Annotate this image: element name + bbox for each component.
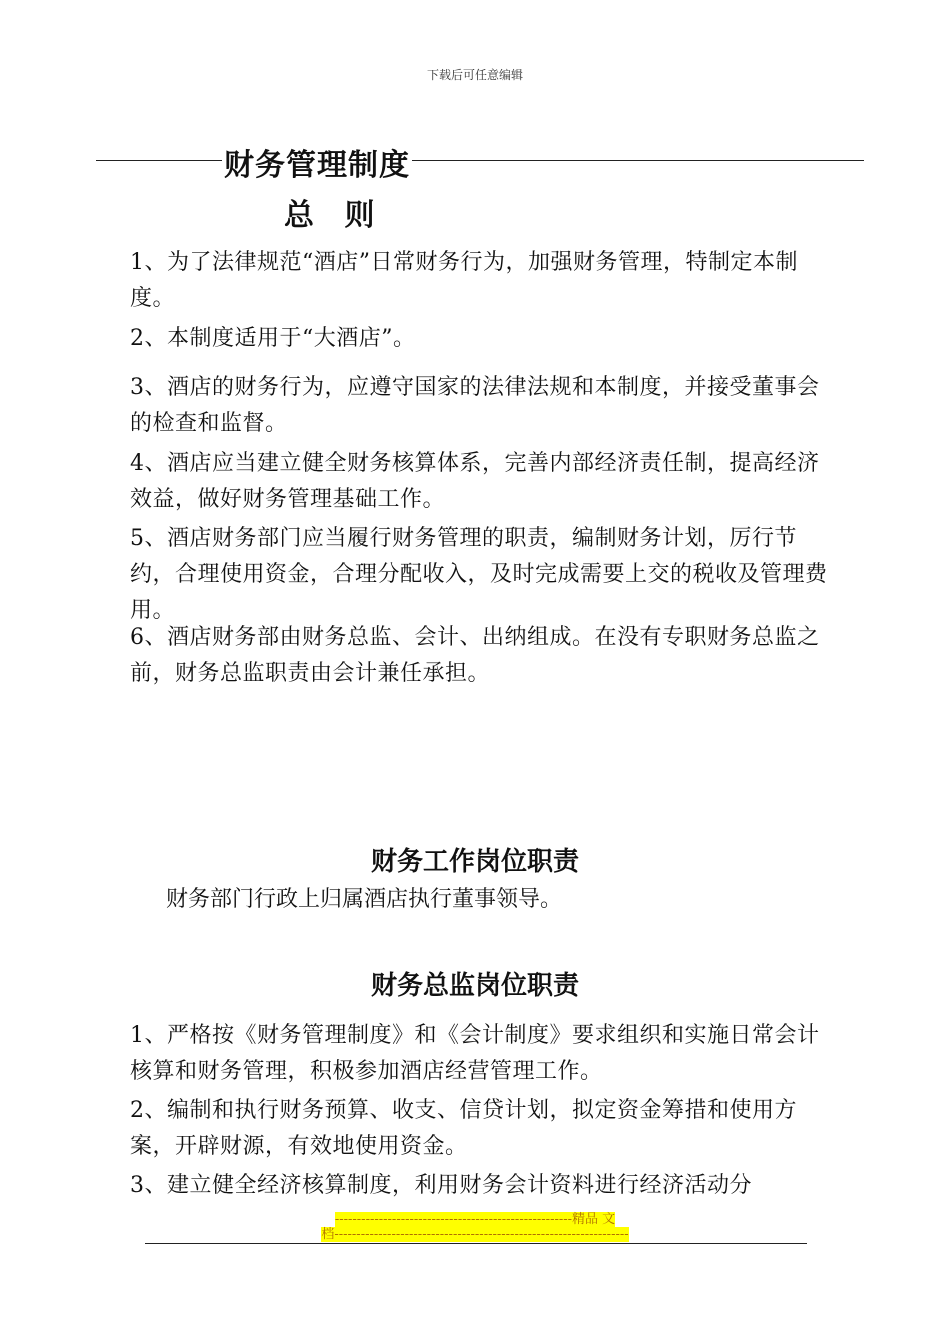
duties-heading: 财务工作岗位职责 (370, 847, 579, 877)
footer-watermark-text-2: 档------------------------------------------------------------------- (321, 1227, 629, 1242)
bottom-rule (145, 1243, 807, 1244)
footer-watermark-line-2 (0, 1227, 950, 1242)
duties-intro: 财务部门行政上归属酒店执行董事领导。 (166, 887, 563, 912)
top-rule (96, 160, 864, 161)
footer-watermark-text-1: ------------------------------------------------------精品 文 (334, 1212, 616, 1227)
general-item-4: 4、酒店应当建立健全财务核算体系，完善内部经济责任制，提高经济效益，做好财务管理基础工作。 (130, 451, 820, 512)
general-item-6: 6、酒店财务部由财务总监、会计、出纳组成。在没有专职财务总监之前，财务总监职责由会计兼任承担。 (130, 625, 820, 686)
director-item-2: 2、编制和执行财务预算、收支、信贷计划，拟定资金筹措和使用方案，开辟财源，有效地使用资金。 (130, 1098, 797, 1159)
general-item-1: 1、为了法律规范“酒店”日常财务行为，加强财务管理，特制定本制度。 (130, 250, 798, 311)
director-heading: 财务总监岗位职责 (370, 971, 579, 1001)
document-title: 财务管理制度 (222, 146, 412, 186)
header-note: 下载后可任意编辑 (426, 68, 523, 82)
general-item-5: 5、酒店财务部门应当履行财务管理的职责，编制财务计划，厉行节约，合理使用资金，合理分配收入，及时完成需要上交的税收及管理费用。 (130, 526, 828, 623)
director-item-3: 3、建立健全经济核算制度，利用财务会计资料进行经济活动分 (130, 1173, 752, 1198)
general-heading: 总 则 (284, 198, 385, 233)
footer-watermark-line-1 (0, 1212, 950, 1227)
director-item-1: 1、严格按《财务管理制度》和《会计制度》要求组织和实施日常会计核算和财务管理，积极参加酒店经营管理工作。 (130, 1023, 820, 1084)
general-item-2: 2、本制度适用于“大酒店”。 (130, 326, 416, 351)
general-item-3: 3、酒店的财务行为，应遵守国家的法律法规和本制度，并接受董事会的检查和监督。 (130, 375, 820, 436)
